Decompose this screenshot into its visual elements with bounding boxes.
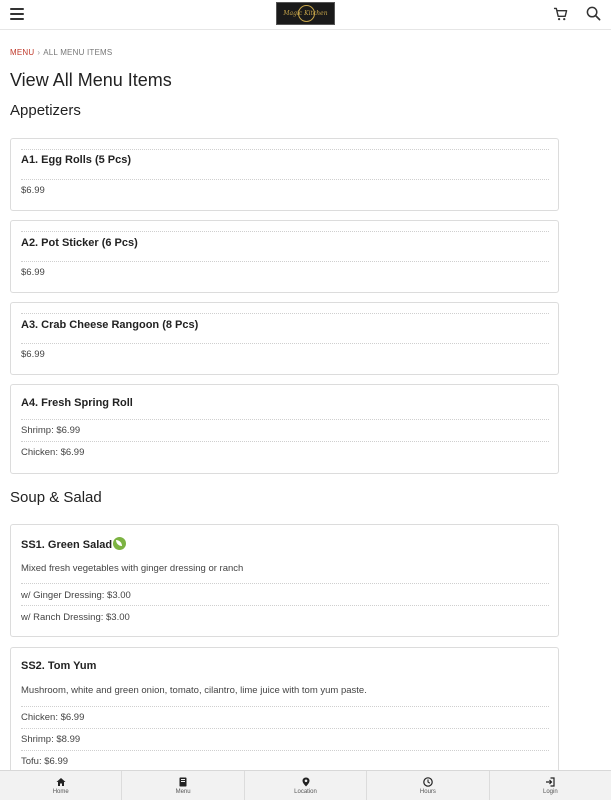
- nav-location[interactable]: [245, 771, 367, 800]
- nav-menu[interactable]: [122, 771, 244, 800]
- menu-item-card[interactable]: [10, 647, 559, 777]
- section-title-soup-salad: Soup & Salad: [10, 489, 102, 506]
- menu-item-name: A4. Fresh Spring Roll: [21, 397, 133, 409]
- menu-item-card[interactable]: [10, 384, 559, 474]
- divider: [21, 728, 549, 729]
- divider: [21, 706, 549, 707]
- book-icon: [178, 777, 188, 787]
- menu-item-price: $6.99: [21, 349, 45, 360]
- menu-item-name: A3. Crab Cheese Rangoon (8 Pcs): [21, 319, 199, 331]
- breadcrumb: [10, 48, 112, 57]
- breadcrumb-separator: ›: [37, 48, 41, 57]
- divider: [21, 343, 549, 344]
- restaurant-logo[interactable]: [276, 2, 335, 25]
- divider: [21, 313, 549, 314]
- divider: [21, 441, 549, 442]
- menu-item-name: A1. Egg Rolls (5 Pcs): [21, 154, 132, 166]
- logo-text: Magic Kitchen: [283, 10, 328, 17]
- nav-menu-label: Menu: [175, 788, 191, 795]
- divider: [21, 179, 549, 180]
- nav-hours-label: Hours: [419, 788, 436, 795]
- nav-hours[interactable]: [367, 771, 489, 800]
- nav-home[interactable]: [0, 771, 122, 800]
- menu-item-price: $6.99: [21, 267, 45, 278]
- menu-item-description: Mushroom, white and green onion, tomato, cilantro, lime juice with tom yum paste.: [21, 685, 367, 696]
- divider: [21, 583, 549, 584]
- nav-location-label: Location: [294, 788, 317, 795]
- divider: [21, 605, 549, 606]
- divider: [21, 149, 549, 150]
- breadcrumb-current: ALL MENU ITEMS: [43, 48, 113, 57]
- menu-item-name-row: [21, 537, 126, 551]
- menu-item-card[interactable]: [10, 302, 559, 375]
- menu-item-card[interactable]: [10, 138, 559, 211]
- breadcrumb-menu-link[interactable]: MENU: [10, 48, 35, 57]
- menu-item-name: SS1. Green Salad: [21, 539, 113, 551]
- menu-item-price: Chicken: $6.99: [21, 712, 85, 723]
- nav-home-label: Home: [52, 788, 69, 795]
- page-title: View All Menu Items: [10, 70, 172, 90]
- menu-item-price: $6.99: [21, 185, 45, 196]
- logo-emblem: [298, 5, 315, 22]
- cart-icon[interactable]: [553, 7, 568, 21]
- clock-icon: [423, 777, 433, 787]
- menu-item-name: SS2. Tom Yum: [21, 660, 97, 672]
- nav-login[interactable]: [490, 771, 611, 800]
- vegetarian-leaf-icon: [113, 537, 126, 550]
- nav-login-label: Login: [542, 788, 558, 795]
- divider: [21, 231, 549, 232]
- search-icon[interactable]: [586, 6, 601, 21]
- section-title-appetizers: Appetizers: [10, 102, 81, 119]
- login-icon: [545, 777, 555, 787]
- menu-item-price: w/ Ginger Dressing: $3.00: [21, 590, 131, 601]
- bottom-nav: [0, 770, 611, 800]
- menu-item-price: Shrimp: $8.99: [21, 734, 81, 745]
- menu-item-price: Chicken: $6.99: [21, 447, 85, 458]
- menu-item-description: Mixed fresh vegetables with ginger dressing or ranch: [21, 563, 244, 574]
- hamburger-icon[interactable]: [10, 8, 24, 20]
- menu-item-price: Shrimp: $6.99: [21, 425, 81, 436]
- divider: [21, 419, 549, 420]
- map-pin-icon: [301, 777, 311, 787]
- menu-item-price: Tofu: $6.99: [21, 756, 69, 767]
- menu-item-card[interactable]: [10, 220, 559, 293]
- menu-item-price: w/ Ranch Dressing: $3.00: [21, 612, 130, 623]
- top-header: [0, 0, 611, 30]
- home-icon: [56, 777, 66, 787]
- divider: [21, 750, 549, 751]
- menu-item-card[interactable]: [10, 524, 559, 637]
- menu-item-name: A2. Pot Sticker (6 Pcs): [21, 237, 138, 249]
- divider: [21, 261, 549, 262]
